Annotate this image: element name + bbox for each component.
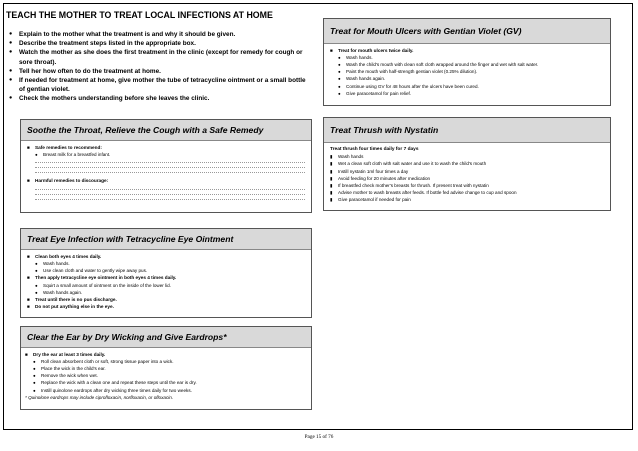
blank-line bbox=[35, 168, 305, 173]
ear-substep: ● Place the wick in the child's ear. bbox=[33, 365, 305, 372]
intro-item: ● Describe the treatment steps listed in the appropriate box. bbox=[9, 39, 309, 48]
mouth-title: Treat for Mouth Ulcers with Gentian Violet (GV) bbox=[324, 19, 610, 44]
page-number: Page 15 of 76 bbox=[304, 434, 334, 440]
thrush-item: ▮ Give paracetamol if needed for pain bbox=[330, 196, 604, 203]
eye-box bbox=[20, 228, 312, 318]
ear-substep: ● Replace the wick with a clean one and repeat these steps until the ear is dry. bbox=[33, 379, 305, 386]
safe-remedies-label: ■ Safe remedies to recommend: bbox=[27, 144, 305, 151]
ear-substep: ● Remove the wick when wet. bbox=[33, 372, 305, 379]
eye-substep: ● Wash hands. bbox=[35, 260, 305, 267]
ear-step: ■ Dry the ear at least 3 times daily. bbox=[25, 351, 305, 358]
mouth-substep: ● Wash the child's mouth with clean soft cloth wrapped around the finger and wet with salt water. bbox=[338, 61, 604, 68]
intro-item: ● If needed for treatment at home, give mother the tube of tetracycline ointment or a small bottle of gentian violet. bbox=[9, 76, 309, 94]
throat-title: Soothe the Throat, Relieve the Cough with a Safe Remedy bbox=[21, 120, 311, 141]
mouth-substep: ● Paint the mouth with half-strength gentian violet (0.25% dilution). bbox=[338, 68, 604, 75]
throat-box bbox=[20, 119, 312, 213]
ear-box bbox=[20, 326, 312, 410]
thrush-item: ▮ Wet a clean soft cloth with salt water and use it to wash the child's mouth bbox=[330, 160, 604, 167]
ear-footnote: * Quinolone eardrops may include ciprofloxacin, norfloxacin, or ofloxacin. bbox=[25, 394, 174, 400]
intro-item: ● Tell her how often to do the treatment at home. bbox=[9, 67, 309, 76]
eye-substep: ● Wash hands again. bbox=[35, 289, 305, 296]
blank-line bbox=[35, 195, 305, 200]
harmful-remedies-label: ■ Harmful remedies to discourage: bbox=[27, 177, 305, 184]
eye-step: ■ Do not put anything else in the eye. bbox=[27, 303, 305, 310]
mouth-substep: ● Wash hands again. bbox=[338, 75, 604, 82]
intro-title: TEACH THE MOTHER TO TREAT LOCAL INFECTIONS AT HOME bbox=[6, 10, 273, 20]
eye-substep: ● Use clean cloth and water to gently wipe away pus. bbox=[35, 267, 305, 274]
intro-item: ● Explain to the mother what the treatment is and why it should be given. bbox=[9, 30, 309, 39]
ear-title: Clear the Ear by Dry Wicking and Give Eardrops* bbox=[21, 327, 311, 348]
safe-remedy-item: ● Breast milk for a breastfed infant. bbox=[35, 151, 305, 158]
eye-step: ■ Clean both eyes 4 times daily. bbox=[27, 253, 305, 260]
thrush-title: Treat Thrush with Nystatin bbox=[324, 118, 610, 143]
intro-item: ● Watch the mother as she does the first treatment in the clinic (except for remedy for cough or sore throat). bbox=[9, 48, 309, 66]
intro-list bbox=[9, 30, 309, 104]
thrush-item: ▮ Wash hands bbox=[330, 153, 604, 160]
mouth-step: ■ Treat for mouth ulcers twice daily. bbox=[330, 47, 604, 54]
thrush-item: ▮ If breastfed check mother's breasts for thrush. If present treat with nystatin bbox=[330, 182, 604, 189]
thrush-item: ▮ Avoid feeding for 20 minutes after medication bbox=[330, 175, 604, 182]
intro-item: ● Check the mothers understanding before she leaves the clinic. bbox=[9, 94, 309, 103]
mouth-substep: ● Continue using GV for 48 hours after the ulcers have been cured. bbox=[338, 83, 604, 90]
thrush-box bbox=[323, 117, 611, 211]
ear-substep: ● Roll clean absorbent cloth or soft, strong tissue paper into a wick. bbox=[33, 358, 305, 365]
thrush-intro: Treat thrush four times daily for 7 days bbox=[330, 147, 419, 152]
mouth-box bbox=[323, 18, 611, 106]
eye-substep: ● Squirt a small amount of ointment on the inside of the lower lid. bbox=[35, 282, 305, 289]
thrush-item: ▮ Advise mother to wash breasts after feeds. If bottle fed advise change to cup and spoon bbox=[330, 189, 604, 196]
eye-title: Treat Eye Infection with Tetracycline Eye Ointment bbox=[21, 229, 311, 250]
ear-substep: ● Instill quinolone eardrops after dry wicking three times daily for two weeks. bbox=[33, 387, 305, 394]
mouth-substep: ● Give paracetamol for pain relief. bbox=[338, 90, 604, 97]
thrush-item: ▮ Instill nystatin 1ml four times a day bbox=[330, 168, 604, 175]
mouth-substep: ● Wash hands. bbox=[338, 54, 604, 61]
eye-step: ■ Treat until there is no pus discharge. bbox=[27, 296, 305, 303]
eye-step: ■ Then apply tetracycline eye ointment in both eyes 4 times daily. bbox=[27, 274, 305, 281]
